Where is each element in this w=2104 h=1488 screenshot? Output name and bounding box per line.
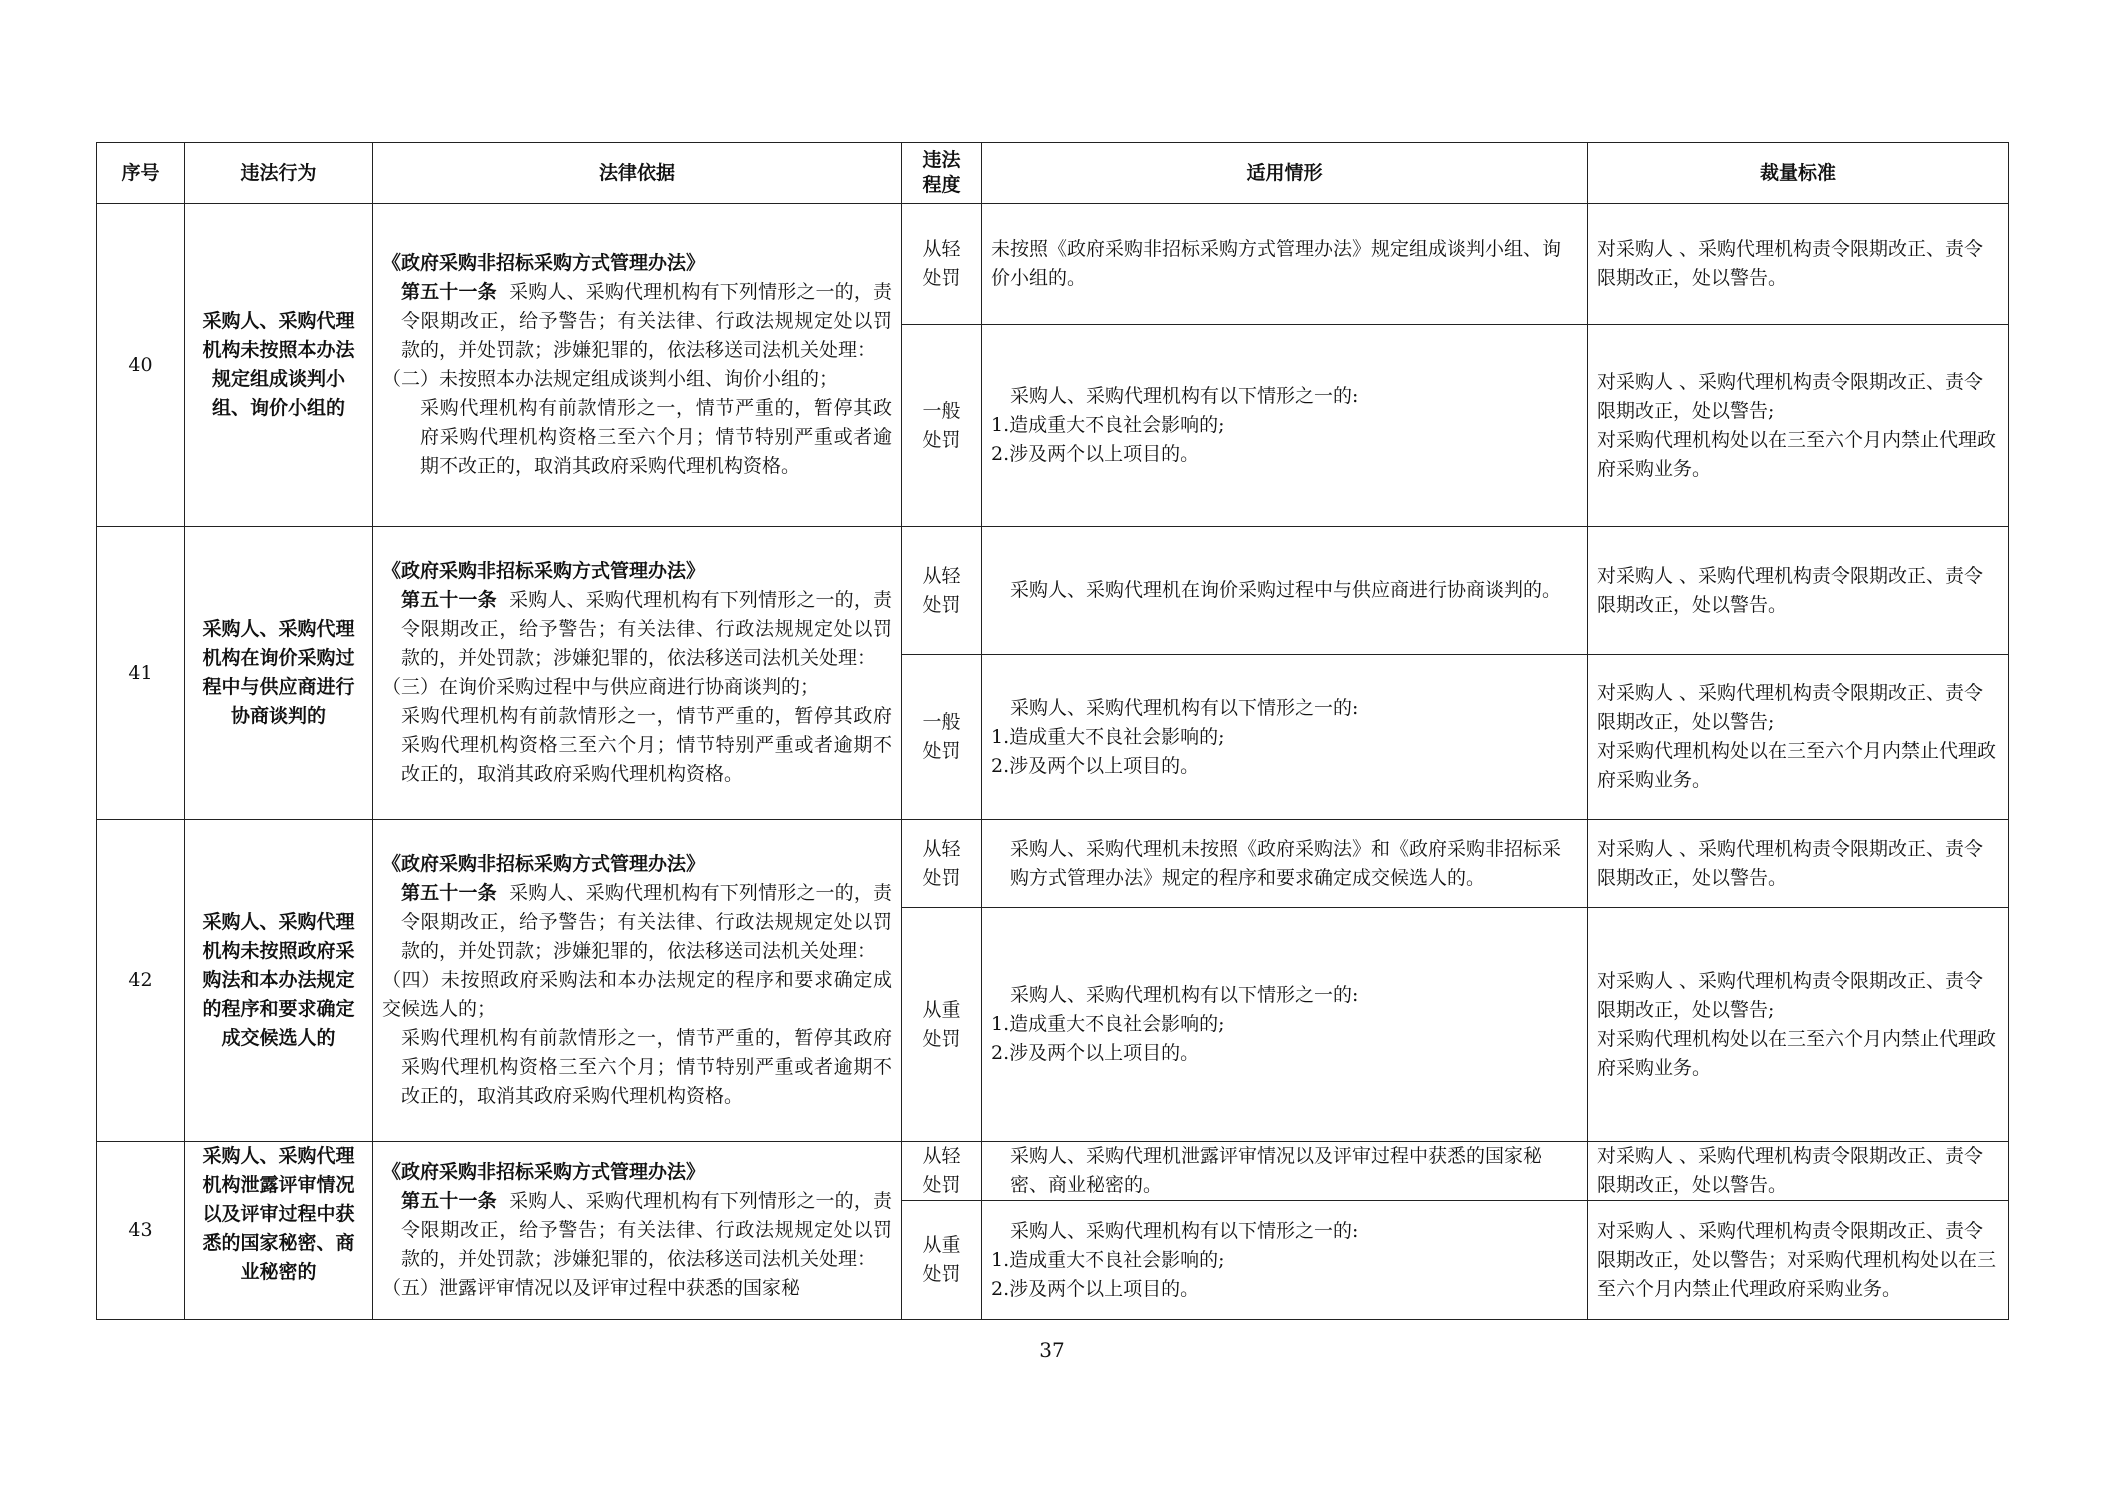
situation-cell bbox=[982, 1142, 1588, 1201]
table-row bbox=[97, 204, 2009, 325]
law-article: 第五十一条 bbox=[401, 882, 497, 904]
degree-cell: 从重 处罚 bbox=[902, 1201, 982, 1320]
header-violation: 违法行为 bbox=[185, 143, 373, 204]
law-article-paragraph bbox=[382, 586, 892, 673]
law-item: （二）未按照本办法规定组成谈判小组、询价小组的； bbox=[382, 368, 839, 390]
degree-cell: 从轻 处罚 bbox=[902, 820, 982, 908]
law-article-paragraph bbox=[382, 1187, 892, 1274]
row-number: 41 bbox=[97, 527, 185, 820]
situation-lead: 采购人、采购代理机构有以下情形之一的: bbox=[1010, 1219, 1359, 1242]
standard-line: 对采购人 、采购代理机构责令限期改正、责令限期改正，处以警告; bbox=[1597, 370, 1984, 422]
legal-basis-cell bbox=[373, 527, 902, 820]
situation-lead: 采购人、采购代理机构有以下情形之一的: bbox=[1010, 385, 1359, 407]
standard-line: 对采购代理机构处以在三至六个月内禁止代理政府采购业务。 bbox=[1597, 740, 1997, 791]
row-number: 42 bbox=[97, 820, 185, 1142]
violation-cell: 采购人、采购代理机构在询价采购过程中与供应商进行协商谈判的 bbox=[185, 527, 373, 820]
law-item: （三）在询价采购过程中与供应商进行协商谈判的； bbox=[382, 676, 820, 698]
standard-line: 对采购人 、采购代理机构责令限期改正、责令限期改正，处以警告; bbox=[1597, 682, 1984, 733]
situation-cell bbox=[982, 820, 1588, 908]
table-row bbox=[97, 820, 2009, 908]
degree-cell: 一般 处罚 bbox=[902, 325, 982, 527]
situation-item: 2.涉及两个以上项目的。 bbox=[991, 1042, 1200, 1064]
standard-line: 对采购人 、采购代理机构责令限期改正、责令限期改正，处以警告; bbox=[1597, 969, 1984, 1021]
header-no: 序号 bbox=[97, 143, 185, 204]
table-row bbox=[97, 527, 2009, 655]
standard-cell: 对采购人 、采购代理机构责令限期改正、责令限期改正，处以警告。 bbox=[1588, 204, 2009, 325]
law-article: 第五十一条 bbox=[401, 589, 497, 611]
situation-item: 1.造成重大不良社会影响的; bbox=[991, 725, 1225, 748]
header-degree: 违法 程度 bbox=[902, 143, 982, 204]
degree-cell: 从重 处罚 bbox=[902, 908, 982, 1142]
law-title: 《政府采购非招标采购方式管理办法》 bbox=[382, 1161, 706, 1183]
situation-text: 采购人、采购代理机在询价采购过程中与供应商进行协商谈判的。 bbox=[1010, 579, 1562, 601]
violation-cell: 采购人、采购代理机构未按照政府采购法和本办法规定的程序和要求确定成交候选人的 bbox=[185, 820, 373, 1142]
violation-cell: 采购人、采购代理机构未按照本办法规定组成谈判小组、询价小组的 bbox=[185, 204, 373, 527]
situation-cell bbox=[982, 908, 1588, 1142]
situation-cell bbox=[982, 1201, 1588, 1320]
situation-text: 采购人、采购代理机未按照《政府采购法》和《政府采购非招标采购方式管理办法》规定的程序和要求确定成交候选人的。 bbox=[1010, 837, 1562, 889]
header-standard: 裁量标准 bbox=[1588, 143, 2009, 204]
law-article: 第五十一条 bbox=[401, 1190, 497, 1212]
situation-cell bbox=[982, 655, 1588, 820]
legal-basis-cell bbox=[373, 204, 902, 527]
law-article: 第五十一条 bbox=[401, 281, 497, 303]
law-item: （四）未按照政府采购法和本办法规定的程序和要求确定成交候选人的； bbox=[382, 969, 892, 1020]
situation-item: 2.涉及两个以上项目的。 bbox=[991, 443, 1200, 465]
standard-cell bbox=[1588, 908, 2009, 1142]
degree-cell: 从轻 处罚 bbox=[902, 1142, 982, 1201]
law-extra: 采购代理机构有前款情形之一，情节严重的，暂停其政府采购代理机构资格三至六个月；情节特别严重或者逾期不改正的，取消其政府采购代理机构资格。 bbox=[401, 1027, 892, 1107]
table-row bbox=[97, 1142, 2009, 1201]
situation-text: 采购人、采购代理机泄露评审情况以及评审过程中获悉的国家秘密、商业秘密的。 bbox=[1010, 1145, 1543, 1196]
situation-cell: 未按照《政府采购非招标采购方式管理办法》规定组成谈判小组、询价小组的。 bbox=[982, 204, 1588, 325]
standard-cell: 对采购人 、采购代理机构责令限期改正、责令限期改正，处以警告；对采购代理机构处以在三至六个月内禁止代理政府采购业务。 bbox=[1588, 1201, 2009, 1320]
law-article-text: 采购人、采购代理机构有下列情形之一的，责令限期改正，给予警告；有关法律、行政法规规定处以罚款的，并处罚款；涉嫌犯罪的，依法移送司法机关处理： bbox=[401, 281, 892, 361]
penalty-discretion-table bbox=[96, 142, 2009, 1320]
situation-item: 1.造成重大不良社会影响的; bbox=[991, 1248, 1225, 1271]
row-number: 43 bbox=[97, 1142, 185, 1320]
standard-line: 对采购代理机构处以在三至六个月内禁止代理政府采购业务。 bbox=[1597, 1027, 1997, 1079]
header-situation: 适用情形 bbox=[982, 143, 1588, 204]
standard-cell bbox=[1588, 655, 2009, 820]
law-extra: 采购代理机构有前款情形之一，情节严重的，暂停其政府采购代理机构资格三至六个月；情节特别严重或者逾期不改正的，取消其政府采购代理机构资格。 bbox=[401, 705, 892, 785]
header-legal-basis: 法律依据 bbox=[373, 143, 902, 204]
situation-cell bbox=[982, 527, 1588, 655]
law-article-text: 采购人、采购代理机构有下列情形之一的，责令限期改正，给予警告；有关法律、行政法规规定处以罚款的，并处罚款；涉嫌犯罪的，依法移送司法机关处理： bbox=[401, 882, 892, 962]
situation-cell bbox=[982, 325, 1588, 527]
law-title: 《政府采购非招标采购方式管理办法》 bbox=[382, 252, 706, 274]
table-header-row bbox=[97, 143, 2009, 204]
law-article-paragraph bbox=[382, 879, 892, 966]
situation-item: 1.造成重大不良社会影响的; bbox=[991, 1013, 1225, 1035]
legal-basis-cell bbox=[373, 1142, 902, 1320]
law-title: 《政府采购非招标采购方式管理办法》 bbox=[382, 560, 706, 582]
law-article-text: 采购人、采购代理机构有下列情形之一的，责令限期改正，给予警告；有关法律、行政法规规定处以罚款的，并处罚款；涉嫌犯罪的，依法移送司法机关处理： bbox=[401, 1190, 892, 1270]
standard-cell: 对采购人 、采购代理机构责令限期改正、责令限期改正，处以警告。 bbox=[1588, 527, 2009, 655]
law-article-text: 采购人、采购代理机构有下列情形之一的，责令限期改正，给予警告；有关法律、行政法规规定处以罚款的，并处罚款；涉嫌犯罪的，依法移送司法机关处理： bbox=[401, 589, 892, 669]
row-number: 40 bbox=[97, 204, 185, 527]
situation-item: 2.涉及两个以上项目的。 bbox=[991, 754, 1200, 777]
page-number: 37 bbox=[1039, 1338, 1065, 1362]
law-article-paragraph bbox=[382, 278, 892, 365]
law-title: 《政府采购非招标采购方式管理办法》 bbox=[382, 853, 706, 875]
degree-cell: 一般 处罚 bbox=[902, 655, 982, 820]
situation-lead: 采购人、采购代理机构有以下情形之一的: bbox=[1010, 696, 1359, 719]
legal-basis-cell bbox=[373, 820, 902, 1142]
standard-cell: 对采购人 、采购代理机构责令限期改正、责令限期改正，处以警告。 bbox=[1588, 820, 2009, 908]
situation-item: 1.造成重大不良社会影响的; bbox=[991, 414, 1225, 436]
standard-line: 对采购代理机构处以在三至六个月内禁止代理政府采购业务。 bbox=[1597, 428, 1997, 480]
standard-cell bbox=[1588, 325, 2009, 527]
situation-lead: 采购人、采购代理机构有以下情形之一的: bbox=[1010, 984, 1359, 1006]
degree-cell: 从轻 处罚 bbox=[902, 527, 982, 655]
situation-item: 2.涉及两个以上项目的。 bbox=[991, 1277, 1200, 1300]
violation-cell: 采购人、采购代理机构泄露评审情况以及评审过程中获悉的国家秘密、商业秘密的 bbox=[185, 1142, 373, 1320]
law-item: （五）泄露评审情况以及评审过程中获悉的国家秘 bbox=[382, 1277, 801, 1299]
standard-cell: 对采购人 、采购代理机构责令限期改正、责令限期改正，处以警告。 bbox=[1588, 1142, 2009, 1201]
law-extra: 采购代理机构有前款情形之一，情节严重的，暂停其政府采购代理机构资格三至六个月；情节特别严重或者逾期不改正的，取消其政府采购代理机构资格。 bbox=[420, 397, 892, 477]
degree-cell: 从轻 处罚 bbox=[902, 204, 982, 325]
